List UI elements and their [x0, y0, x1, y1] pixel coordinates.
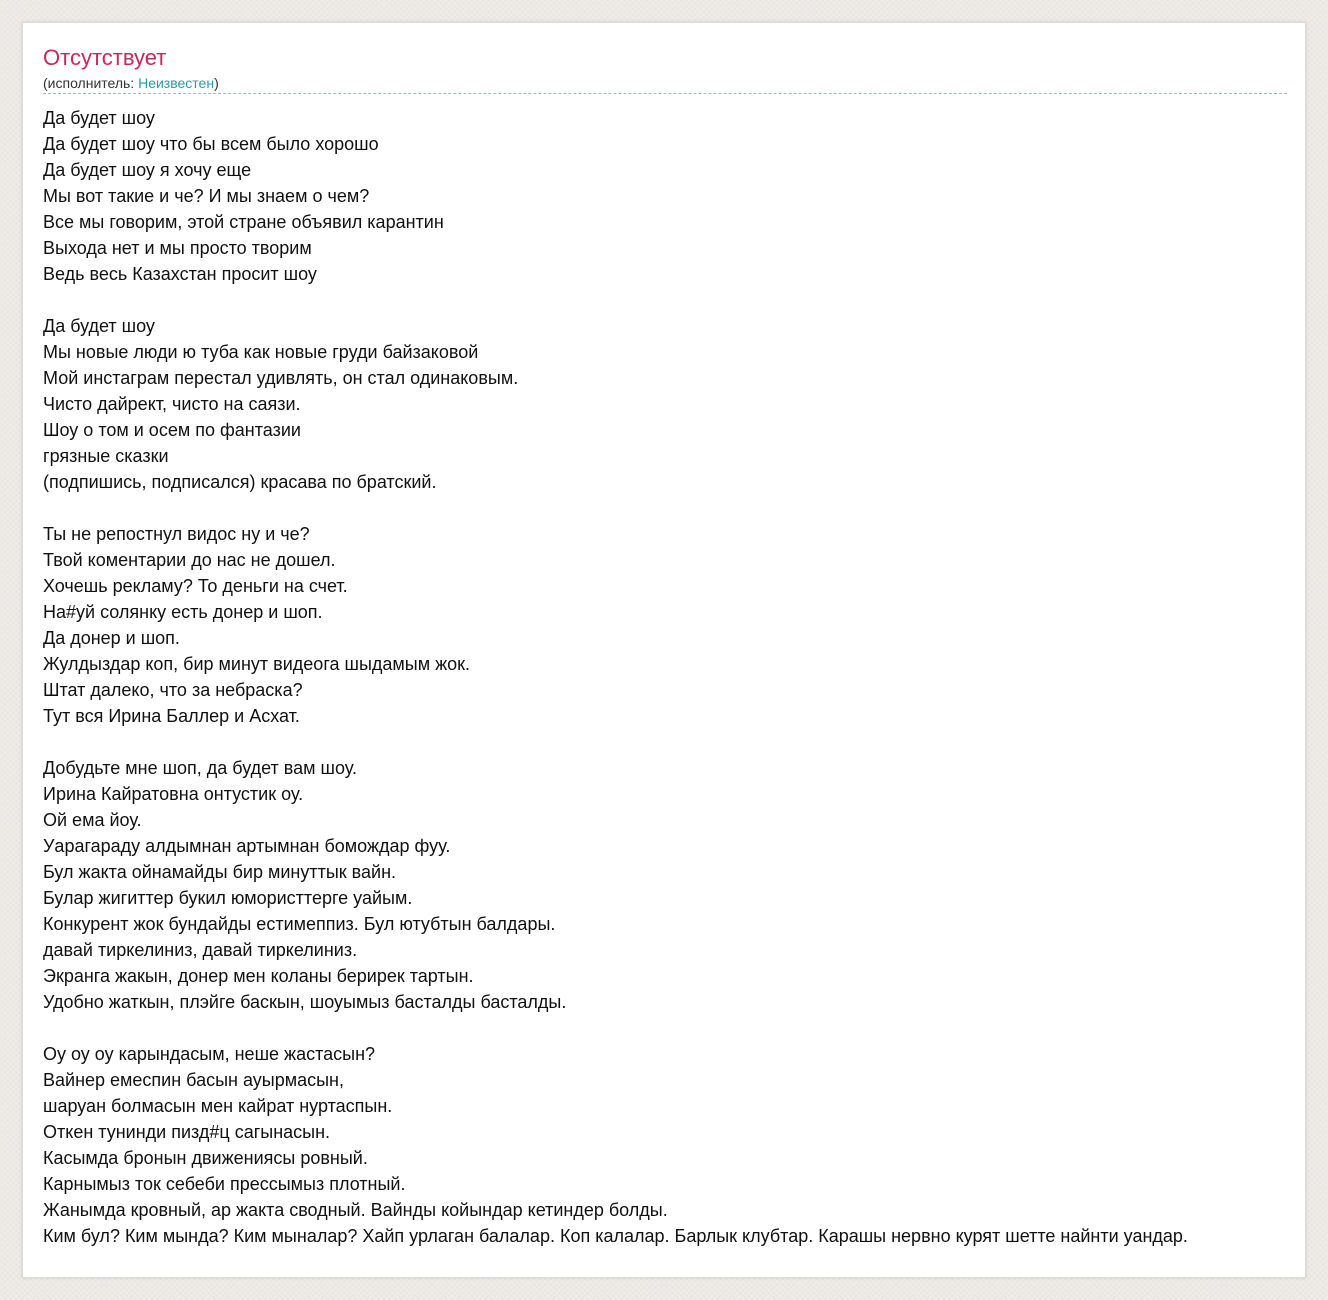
lyric-line: Тут вся Ирина Баллер и Асхат. [43, 706, 300, 726]
lyric-line: Хочешь рекламу? То деньги на счет. [43, 576, 348, 596]
lyric-line: Булар жигиттер букил юмористтерге уайым. [43, 888, 413, 908]
lyric-line: Ой ема йоу. [43, 810, 142, 830]
lyric-line: Карнымыз ток себеби прессымыз плотный. [43, 1174, 406, 1194]
lyric-line: Шоу о том и осем по фантазии [43, 420, 301, 440]
lyric-line [43, 729, 1188, 755]
lyric-line: На#уй солянку есть донер и шоп. [43, 602, 323, 622]
lyric-line: Откен тунинди пизд#ц сагынасын. [43, 1122, 331, 1142]
lyric-line: шаруан болмасын мен кайрат нуртаспын. [43, 1096, 393, 1116]
lyric-line: Добудьте мне шоп, да будет вам шоу. [43, 758, 357, 778]
lyric-line: Да будет шоу что бы всем было хорошо [43, 134, 379, 154]
lyrics-text [43, 105, 1188, 1249]
lyric-line: Штат далеко, что за небраска? [43, 680, 303, 700]
lyric-line: Все мы говорим, этой стране объявил карантин [43, 212, 444, 232]
lyric-line: Да донер и шоп. [43, 628, 180, 648]
lyric-line: Чисто дайрект, чисто на саязи. [43, 394, 301, 414]
lyric-line: Жулдыздар коп, бир минут видеога шыдамым жок. [43, 654, 471, 674]
lyric-line: Жанымда кровный, ар жакта сводный. Вайнды койындар кетиндер болды. [43, 1200, 668, 1220]
artist-suffix: ) [214, 75, 219, 91]
lyric-line: Да будет шоу [43, 108, 155, 128]
song-title: Отсутствует [43, 45, 167, 70]
lyric-line: Да будет шоу я хочу еще [43, 160, 252, 180]
lyric-line: грязные сказки [43, 446, 169, 466]
lyric-line: Оу оу оу карындасым, неше жастасын? [43, 1044, 376, 1064]
lyric-line: Ким бул? Ким мында? Ким мыналар? Хайп урлаган балалар. Коп калалар. Барлык клубтар. Карашы нервно курят шетте найнти уандар. [43, 1226, 1188, 1246]
lyric-line [43, 1015, 1188, 1041]
lyrics-card [22, 22, 1306, 1278]
lyric-line: Уарагараду алдымнан артымнан бомождар фуу. [43, 836, 451, 856]
lyric-line: Ирина Кайратовна онтустик оу. [43, 784, 304, 804]
lyric-line: Касымда бронын движениясы ровный. [43, 1148, 368, 1168]
lyric-line: Вайнер емеспин басын ауырмасын, [43, 1070, 344, 1090]
artist-prefix: (исполнитель: [43, 75, 139, 91]
lyric-line: (подпишись, подписался) красава по братский. [43, 472, 437, 492]
lyric-line: Мы вот такие и че? И мы знаем о чем? [43, 186, 370, 206]
artist-link[interactable]: Неизвестен [138, 75, 215, 91]
lyric-line: Конкурент жок бундайды естимеппиз. Бул ютубтын балдары. [43, 914, 556, 934]
lyric-line [43, 495, 1188, 521]
lyric-line: Бул жакта ойнамайды бир минуттык вайн. [43, 862, 397, 882]
lyric-line: Мы новые люди ю туба как новые груди байзаковой [43, 342, 479, 362]
title-divider [43, 93, 1287, 94]
lyric-line: Выхода нет и мы просто творим [43, 238, 312, 258]
lyric-line [43, 287, 1188, 313]
lyric-line: Удобно жаткын, плэйге баскын, шоуымыз басталды басталды. [43, 992, 567, 1012]
lyric-line: Экранга жакын, донер мен коланы берирек тартын. [43, 966, 474, 986]
lyric-line: Ведь весь Казахстан просит шоу [43, 264, 317, 284]
lyric-line: давай тиркелиниз, давай тиркелиниз. [43, 940, 358, 960]
lyric-line: Мой инстаграм перестал удивлять, он стал одинаковым. [43, 368, 519, 388]
lyric-line: Ты не репостнул видос ну и че? [43, 524, 310, 544]
lyric-line: Твой коментарии до нас не дошел. [43, 550, 336, 570]
artist-line [43, 74, 219, 92]
lyric-line: Да будет шоу [43, 316, 155, 336]
